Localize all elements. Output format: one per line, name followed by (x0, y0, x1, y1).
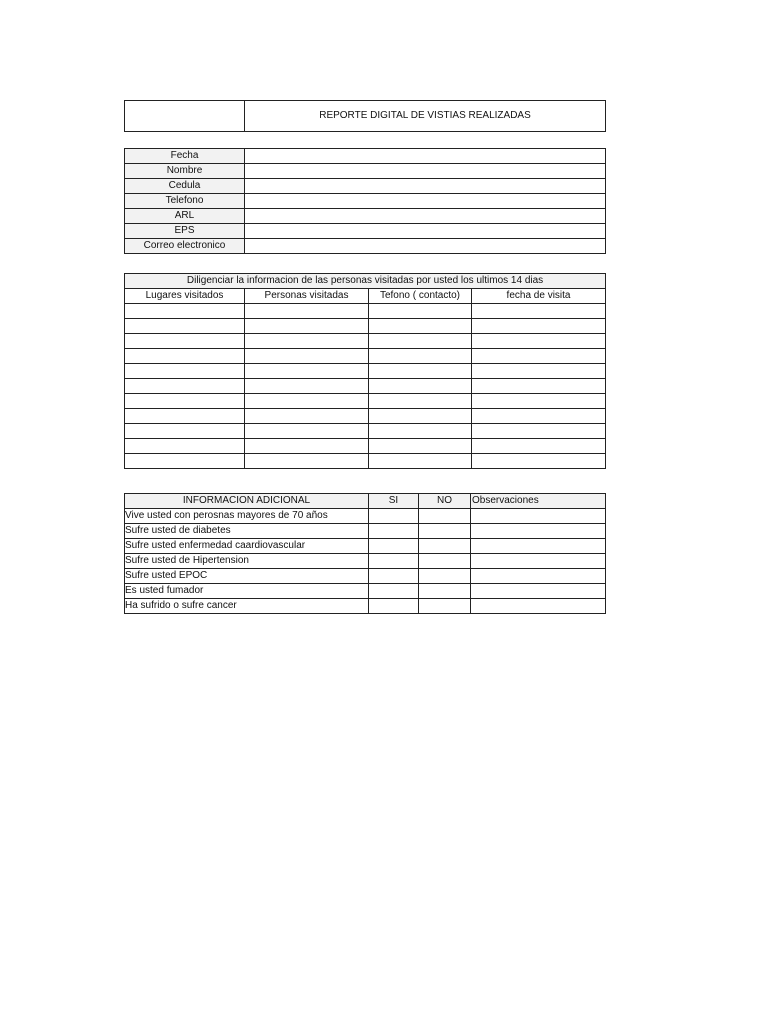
field-label: Fecha (125, 149, 245, 164)
no-cell[interactable] (419, 584, 471, 599)
visit-cell[interactable] (125, 334, 245, 349)
visit-cell[interactable] (245, 439, 369, 454)
no-cell[interactable] (419, 569, 471, 584)
field-label: Correo electronico (125, 239, 245, 254)
visit-cell[interactable] (472, 394, 606, 409)
field-value[interactable] (245, 149, 606, 164)
question-text: Es usted fumador (125, 584, 369, 599)
visit-row (125, 394, 606, 409)
visit-cell[interactable] (369, 364, 472, 379)
observaciones-cell[interactable] (471, 569, 606, 584)
visits-heading: Diligenciar la informacion de las personas visitadas por usted los ultimos 14 dias (125, 274, 606, 289)
col-header-lugares: Lugares visitados (125, 289, 245, 304)
col-header-personas: Personas visitadas (245, 289, 369, 304)
visit-cell[interactable] (245, 364, 369, 379)
visit-row (125, 424, 606, 439)
visit-row (125, 364, 606, 379)
field-value[interactable] (245, 239, 606, 254)
visit-cell[interactable] (369, 409, 472, 424)
visit-cell[interactable] (245, 349, 369, 364)
visit-cell[interactable] (245, 394, 369, 409)
col-header-no: NO (419, 494, 471, 509)
si-cell[interactable] (369, 524, 419, 539)
personal-info-row (125, 209, 606, 224)
visits-heading-row (125, 274, 606, 289)
question-text: Sufre usted de Hipertension (125, 554, 369, 569)
field-label: Cedula (125, 179, 245, 194)
no-cell[interactable] (419, 509, 471, 524)
title-blank-cell[interactable] (125, 101, 245, 132)
question-text: Sufre usted EPOC (125, 569, 369, 584)
field-value[interactable] (245, 179, 606, 194)
report-title-table (124, 100, 606, 132)
personal-info-table (124, 148, 606, 254)
additional-header: INFORMACION ADICIONAL (125, 494, 369, 509)
visit-cell[interactable] (245, 304, 369, 319)
personal-info-row (125, 224, 606, 239)
question-text: Sufre usted enfermedad caardiovascular (125, 539, 369, 554)
col-header-observaciones: Observaciones (471, 494, 606, 509)
visit-cell[interactable] (245, 409, 369, 424)
visit-cell[interactable] (369, 424, 472, 439)
visit-row (125, 409, 606, 424)
col-header-fecha: fecha de visita (472, 289, 606, 304)
visit-cell[interactable] (472, 409, 606, 424)
observaciones-cell[interactable] (471, 509, 606, 524)
personal-info-row (125, 194, 606, 209)
visit-cell[interactable] (369, 454, 472, 469)
visit-row (125, 379, 606, 394)
personal-info-row (125, 239, 606, 254)
no-cell[interactable] (419, 524, 471, 539)
si-cell[interactable] (369, 584, 419, 599)
visit-cell[interactable] (369, 304, 472, 319)
question-row (125, 539, 606, 554)
visit-row (125, 454, 606, 469)
question-text: Vive usted con perosnas mayores de 70 años (125, 509, 369, 524)
visit-row (125, 304, 606, 319)
question-text: Sufre usted de diabetes (125, 524, 369, 539)
visit-cell[interactable] (472, 379, 606, 394)
visit-cell[interactable] (369, 349, 472, 364)
visit-cell[interactable] (125, 349, 245, 364)
question-text: Ha sufrido o sufre cancer (125, 599, 369, 614)
visit-cell[interactable] (125, 319, 245, 334)
si-cell[interactable] (369, 554, 419, 569)
visit-cell[interactable] (125, 379, 245, 394)
visit-cell[interactable] (245, 334, 369, 349)
visit-cell[interactable] (369, 334, 472, 349)
visit-cell[interactable] (472, 439, 606, 454)
visit-cell[interactable] (369, 394, 472, 409)
field-label: Nombre (125, 164, 245, 179)
visit-cell[interactable] (472, 454, 606, 469)
question-row (125, 569, 606, 584)
question-row (125, 599, 606, 614)
visit-cell[interactable] (125, 454, 245, 469)
observaciones-cell[interactable] (471, 599, 606, 614)
visit-row (125, 334, 606, 349)
question-row (125, 554, 606, 569)
si-cell[interactable] (369, 509, 419, 524)
visit-cell[interactable] (125, 304, 245, 319)
observaciones-cell[interactable] (471, 554, 606, 569)
visit-cell[interactable] (125, 409, 245, 424)
field-value[interactable] (245, 164, 606, 179)
visit-cell[interactable] (125, 424, 245, 439)
visit-cell[interactable] (245, 424, 369, 439)
visit-cell[interactable] (245, 454, 369, 469)
observaciones-cell[interactable] (471, 584, 606, 599)
visit-cell[interactable] (125, 394, 245, 409)
no-cell[interactable] (419, 554, 471, 569)
visit-row (125, 349, 606, 364)
additional-info-table (124, 493, 606, 614)
personal-info-row (125, 149, 606, 164)
si-cell[interactable] (369, 599, 419, 614)
visit-cell[interactable] (369, 439, 472, 454)
visit-cell[interactable] (472, 364, 606, 379)
personal-info-row (125, 179, 606, 194)
visit-row (125, 319, 606, 334)
additional-header-row (125, 494, 606, 509)
field-value[interactable] (245, 224, 606, 239)
visit-cell[interactable] (369, 319, 472, 334)
question-row (125, 524, 606, 539)
field-label: Telefono (125, 194, 245, 209)
no-cell[interactable] (419, 599, 471, 614)
si-cell[interactable] (369, 569, 419, 584)
visit-cell[interactable] (125, 439, 245, 454)
col-header-si: SI (369, 494, 419, 509)
visit-cell[interactable] (472, 319, 606, 334)
field-label: EPS (125, 224, 245, 239)
field-label: ARL (125, 209, 245, 224)
observaciones-cell[interactable] (471, 524, 606, 539)
visit-cell[interactable] (245, 379, 369, 394)
visit-cell[interactable] (472, 349, 606, 364)
col-header-telefono: Tefono ( contacto) (369, 289, 472, 304)
si-cell[interactable] (369, 539, 419, 554)
visit-cell[interactable] (472, 304, 606, 319)
no-cell[interactable] (419, 539, 471, 554)
visits-header-row (125, 289, 606, 304)
personal-info-row (125, 164, 606, 179)
question-row (125, 584, 606, 599)
visit-cell[interactable] (125, 364, 245, 379)
visit-cell[interactable] (472, 334, 606, 349)
title-row (125, 101, 606, 132)
question-row (125, 509, 606, 524)
report-title: REPORTE DIGITAL DE VISTIAS REALIZADAS (245, 101, 606, 132)
field-value[interactable] (245, 209, 606, 224)
observaciones-cell[interactable] (471, 539, 606, 554)
visit-cell[interactable] (245, 319, 369, 334)
field-value[interactable] (245, 194, 606, 209)
visit-row (125, 439, 606, 454)
visit-cell[interactable] (369, 379, 472, 394)
visit-cell[interactable] (472, 424, 606, 439)
visits-table (124, 273, 606, 469)
